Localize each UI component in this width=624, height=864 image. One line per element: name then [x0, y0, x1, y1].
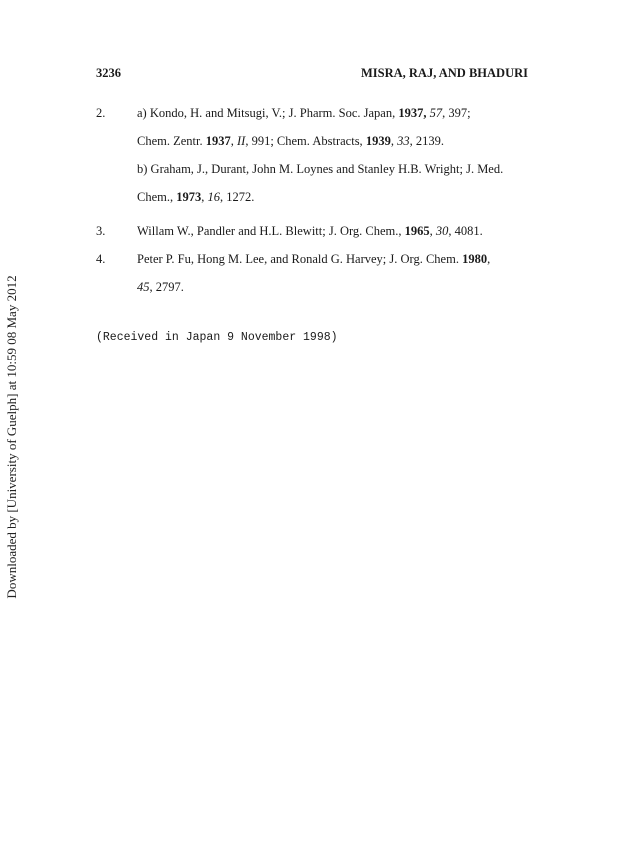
page-number: 3236 — [96, 66, 121, 80]
reference-line — [137, 162, 503, 177]
citation-text: b) Graham, J., Durant, John M. Loynes and Stanley H.B. Wright; J. Med. — [137, 162, 504, 176]
citation-text: Chem. Zentr. — [137, 134, 206, 148]
citation-year: 1973 — [176, 190, 202, 204]
citation-text: , — [390, 134, 398, 148]
citation-volume: 45 — [137, 280, 150, 294]
citation-text: , — [230, 134, 237, 148]
reference-number: 3. — [96, 224, 106, 238]
citation-text: , 4081. — [448, 224, 483, 238]
citation-volume: II — [237, 134, 246, 148]
citation-year: 1939 — [365, 134, 391, 148]
citation-text: Chem., — [137, 190, 177, 204]
citation-text: , — [487, 252, 491, 266]
running-head: MISRA, RAJ, AND BHADURI — [360, 66, 528, 80]
reference-line — [137, 280, 184, 295]
citation-text: , 2797. — [149, 280, 184, 294]
citation-volume: 33 — [397, 134, 410, 148]
citation-volume: 57 — [429, 106, 443, 120]
citation-text: Peter P. Fu, Hong M. Lee, and Ronald G. Harvey; J. Org. Chem. — [137, 252, 463, 266]
reference-line — [137, 190, 254, 205]
citation-text: , — [201, 190, 208, 204]
received-date: (Received in Japan 9 November 1998) — [96, 331, 338, 344]
citation-year: 1937 — [205, 134, 231, 148]
reference-line — [137, 224, 483, 239]
citation-text: , 397; — [442, 106, 471, 120]
download-watermark-text: Downloaded by [University of Guelph] at 10:59 08 May 2012 — [4, 275, 19, 599]
citation-text: , — [429, 224, 436, 238]
citation-text: a) Kondo, H. and Mitsugi, V.; J. Pharm. Soc. Japan, — [137, 106, 399, 120]
citation-volume: 16 — [207, 190, 220, 204]
reference-number: 2. — [96, 106, 106, 120]
page-header — [96, 66, 528, 82]
citation-text: , 1272. — [219, 190, 255, 204]
citation-volume: 30 — [435, 224, 449, 238]
download-watermark — [0, 0, 24, 864]
citation-text: Willam W., Pandler and H.L. Blewitt; J. Org. Chem., — [137, 224, 405, 238]
citation-year: 1937, — [398, 106, 427, 120]
reference-line — [137, 106, 471, 121]
citation-year: 1965 — [404, 224, 430, 238]
citation-text: , 2139. — [409, 134, 444, 148]
reference-number: 4. — [96, 252, 106, 266]
citation-year: 1980 — [462, 252, 488, 266]
citation-text: , 991; Chem. Abstracts, — [245, 134, 366, 148]
reference-line — [137, 252, 490, 267]
reference-line — [137, 134, 444, 149]
